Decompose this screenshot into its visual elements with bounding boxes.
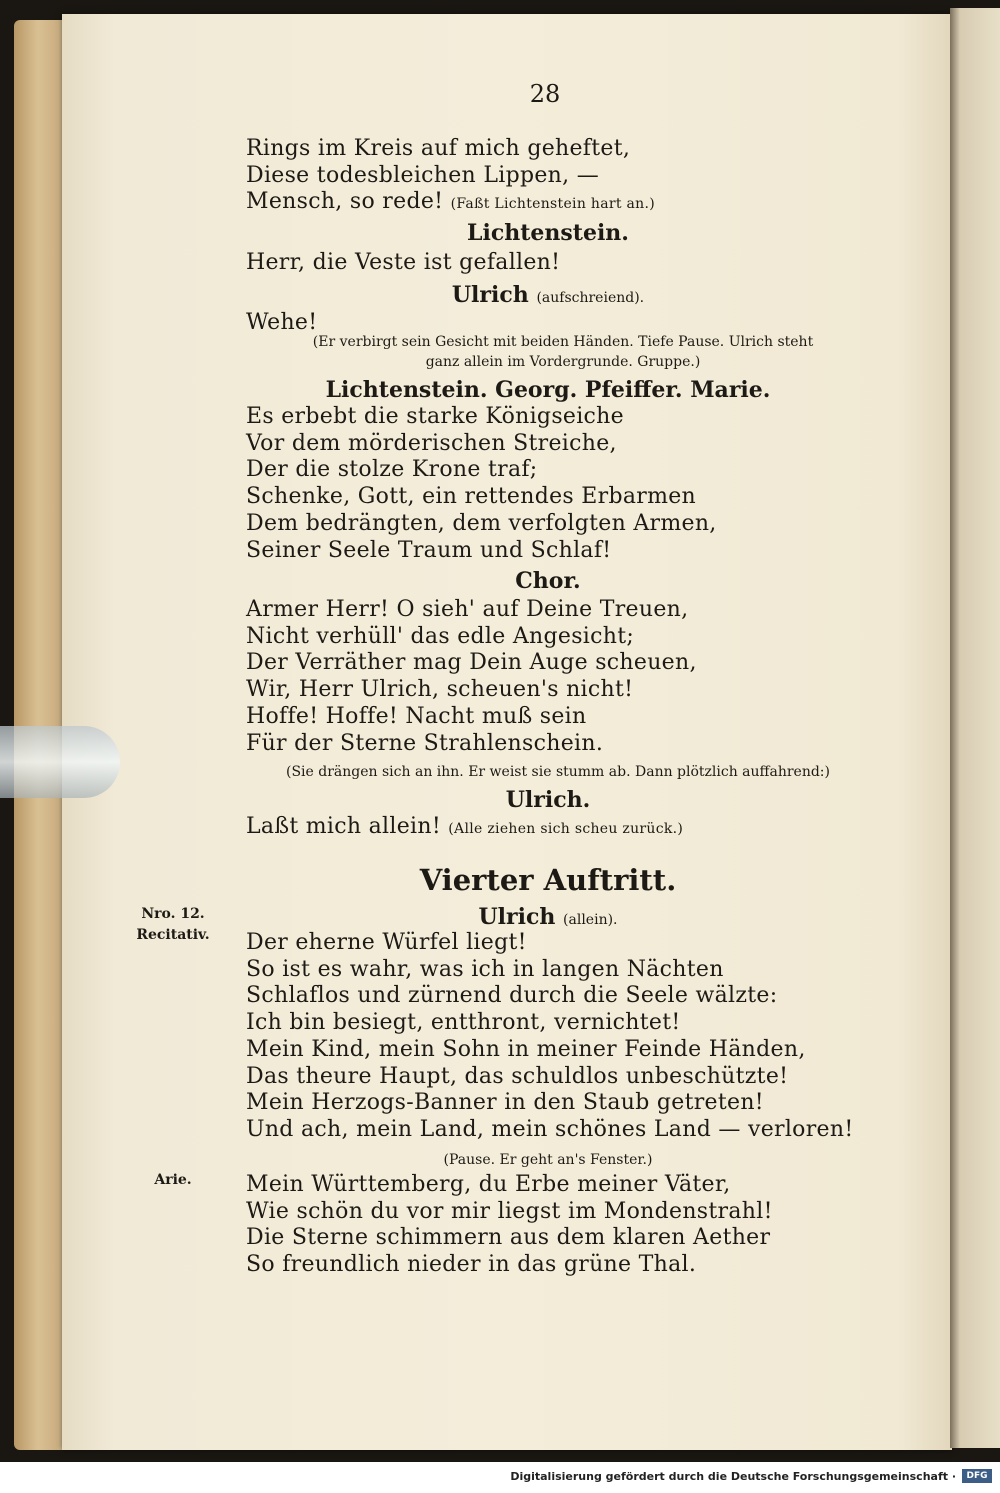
stage-direction-1 (276, 332, 850, 372)
verse-line: Armer Herr! O sieh' auf Deine Treuen, (246, 597, 689, 622)
verse-line: Der eherne Würfel liegt! (246, 930, 527, 955)
verse-text: Laßt mich allein! (246, 814, 441, 839)
stage-direction: (Pause. Er geht an's Fenster.) (443, 1152, 653, 1168)
speaker-lichtenstein-block (246, 218, 850, 248)
speaker-label: Ulrich (478, 904, 556, 930)
stage-direction-2 (256, 762, 860, 782)
dfg-logo-icon: DFG (962, 1469, 992, 1483)
verse-line: Wie schön du vor mir liegst im Mondenstrahl! (246, 1198, 773, 1224)
verse-line: Seiner Seele Traum und Schlaf! (246, 537, 612, 563)
verse-block-recitativ (246, 930, 854, 1144)
verse-line: Wehe! (246, 310, 318, 335)
margin-arie: Arie. (154, 1172, 192, 1188)
verse-line: Hoffe! Hoffe! Nacht muß sein (246, 703, 587, 729)
verse-block-chor (246, 597, 850, 757)
stage-direction: ganz allein im Vordergrunde. Gruppe.) (425, 354, 701, 370)
verse-line: Mein Kind, mein Sohn in meiner Feinde Händen, (246, 1036, 806, 1062)
stage-direction: (Alle ziehen sich scheu zurück.) (448, 821, 684, 837)
speaker-chor-block (246, 566, 850, 596)
footer-credit: Digitalisierung gefördert durch die Deutsche Forschungsgemeinschaft · (510, 1470, 956, 1483)
next-page-edge (950, 8, 1000, 1448)
speaker-name: Lichtenstein. (467, 220, 629, 246)
ulrich-allein-verse (246, 814, 850, 843)
verse-line: Die Sterne schimmern aus dem klaren Aether (246, 1225, 771, 1251)
scene-heading-block (246, 860, 850, 900)
speaker-ulrich2-block (246, 785, 850, 815)
verse-line: Rings im Kreis auf mich geheftet, (246, 136, 631, 161)
verse-line: Der Verräther mag Dein Auge scheuen, (246, 650, 697, 676)
page-clip (0, 726, 120, 798)
scene-title: Vierter Auftritt. (419, 863, 677, 897)
speaker-name: Chor. (515, 568, 581, 594)
verse-line: Vor dem mörderischen Streiche, (246, 430, 617, 456)
verse-text: Mensch, so rede! (246, 189, 444, 215)
verse-line: Der die stolze Krone traf; (246, 457, 538, 483)
lichtenstein-verse (246, 250, 850, 277)
stage-direction: (Sie drängen sich an ihn. Er weist sie stumm ab. Dann plötzlich auffahrend:) (286, 764, 830, 780)
speaker-ulrich-block (246, 280, 850, 313)
verse-line: Dem bedrängten, dem verfolgten Armen, (246, 510, 717, 536)
verse-line: So ist es wahr, was ich in langen Nächten (246, 956, 724, 982)
stage-direction: (Er verbirgt sein Gesicht mit beiden Händen. Tiefe Pause. Ulrich steht (312, 334, 814, 350)
verse-line (246, 189, 850, 218)
speaker-name: Lichtenstein. Georg. Pfeiffer. Marie. (325, 377, 771, 403)
stage-direction-3 (246, 1150, 850, 1170)
verse-line: Es erbebt die starke Königseiche (246, 404, 624, 429)
verse-line: Schenke, Gott, ein rettendes Erbarmen (246, 484, 697, 510)
verse-line: Herr, die Veste ist gefallen! (246, 250, 561, 275)
speaker-group-block (246, 375, 850, 405)
verse-line: Mein Herzogs-Banner in den Staub getreten! (246, 1090, 764, 1116)
verse-line: Wir, Herr Ulrich, scheuen's nicht! (246, 677, 634, 703)
verse-line: Ich bin besiegt, entthront, vernichtet! (246, 1010, 681, 1036)
margin-recitativ: Recitativ. (136, 927, 210, 943)
speaker-label: Ulrich (451, 282, 529, 308)
speaker-note: (aufschreiend). (536, 290, 645, 306)
verse-block-intro (246, 136, 850, 218)
page-number: 28 (529, 80, 561, 108)
verse-line: So freundlich nieder in das grüne Thal. (246, 1252, 697, 1278)
verse-block-arie (246, 1172, 850, 1279)
verse-line: Mein Württemberg, du Erbe meiner Väter, (246, 1172, 731, 1197)
margin-number: Nro. 12. (141, 906, 205, 922)
verse-line: Und ach, mein Land, mein schönes Land — verloren! (246, 1116, 854, 1142)
verse-line: Das theure Haupt, das schuldlos unbeschützte! (246, 1063, 789, 1089)
verse-line: Nicht verhüll' das edle Angesicht; (246, 623, 635, 649)
verse-line (246, 814, 850, 843)
verse-line: Diese todesbleichen Lippen, — (246, 162, 600, 188)
speaker-note: (allein). (563, 912, 618, 928)
speaker-name (246, 280, 850, 313)
verse-block-group (246, 404, 850, 564)
stage-direction: (Faßt Lichtenstein hart an.) (450, 196, 656, 213)
verse-line: Für der Sterne Strahlenschein. (246, 730, 604, 756)
verse-line: Schlaflos und zürnend durch die Seele wälzte: (246, 983, 778, 1009)
speaker-name: Ulrich. (505, 787, 591, 813)
